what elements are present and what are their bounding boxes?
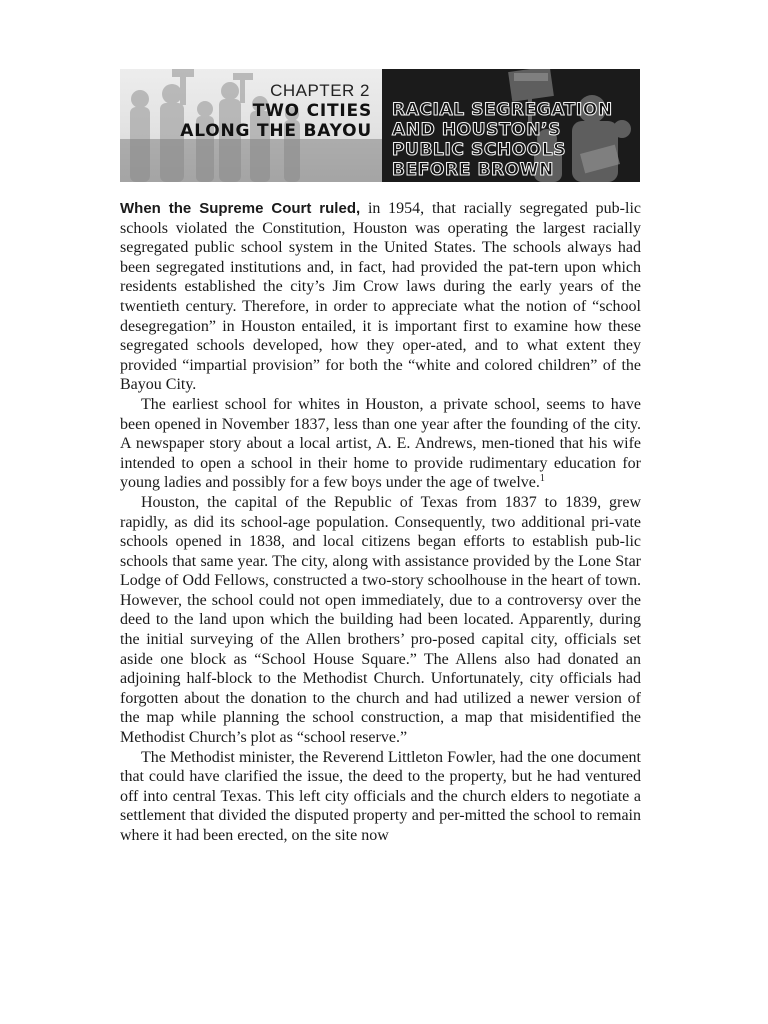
paragraph-1-text: in 1954, that racially segregated pub-lic schools violated the Constitution, Houston was operating the largest racially segregated public school system in the United States. The schools always had been segregated institutions and, in fact, had provided the pat-tern upon which residents established the city’s Jim Crow laws during the early years of the twentieth century. Therefore, in order to appreciate what the notion of “school desegregation” in Houston entailed, it is important first to examine how these segregated schools developed, how they oper-ated, and to what extent they provided “impartial provision” for both the “white and colored children” of the Bayou City.: [120, 200, 641, 394]
banner-photo-left: [120, 69, 382, 182]
chapter-title: [180, 101, 372, 141]
chapter-label: CHAPTER 2: [270, 81, 370, 100]
chapter-subtitle-line-4: BEFORE BROWN: [392, 160, 554, 180]
paragraph-2-text: The earliest school for whites in Houston, a private school, seems to have been opened in November 1837, less than one year after the founding of the city. A newspaper story about a local artist, A. E. Andrews, men-tioned that his wife intended to open a school in their home to provide rudimentary education for young ladies and possibly for a few boys under the age of twelve.: [120, 395, 641, 492]
chapter-title-line-1: TWO CITIES: [252, 101, 372, 121]
chapter-subtitle-line-2: AND HOUSTON’S: [392, 120, 561, 140]
footnote-marker[interactable]: 1: [539, 473, 545, 485]
paragraph-1: [120, 199, 641, 395]
paragraph-3-text: Houston, the capital of the Republic of Texas from 1837 to 1839, grew rapidly, as did its school-age population. Consequently, two additional pri-vate schools opened in 1838, and local citizens began efforts to establish pub-lic schools that same year. The city, along with assistance provided by the Lone Star Lodge of Odd Fellows, constructed a two-story schoolhouse in the heart of town. However, the school could not open immediately, due to a controversy over the deed to the land upon which the building had been located. Apparently, during the initial surveying of the Allen brothers’ pro-posed capital city, officials set aside one block as “School House Square.” The Allens also had donated an adjoining half-block to the Methodist Church. Unfortunately, city officials had forgotten about the donation to the church and had utilized a newer version of the map while planning the school construction, a map that misidentified the Methodist Church’s plot as “school reserve.”: [120, 493, 641, 747]
paragraph-4-text: The Methodist minister, the Reverend Littleton Fowler, had the one document that could have clarified the issue, the deed to the property, but he had ventured off into central Texas. This left city officials and the church elders to negotiate a settlement that divided the disputed property and per-mitted the school to remain where it had been erected, on the site now: [120, 748, 641, 844]
paragraph-4: [120, 748, 641, 846]
chapter-body-text: [120, 199, 641, 846]
paragraph-2: [120, 395, 641, 493]
chapter-banner: [120, 69, 640, 182]
chapter-subtitle-line-1: RACIAL SEGREGATION: [392, 100, 613, 120]
paragraph-lead-in: When the Supreme Court ruled,: [120, 200, 361, 217]
banner-photo-right: [382, 69, 640, 182]
chapter-subtitle: [392, 100, 613, 180]
paragraph-3: [120, 493, 641, 748]
chapter-title-line-2: ALONG THE BAYOU: [180, 121, 372, 141]
chapter-subtitle-line-3: PUBLIC SCHOOLS: [392, 140, 567, 160]
